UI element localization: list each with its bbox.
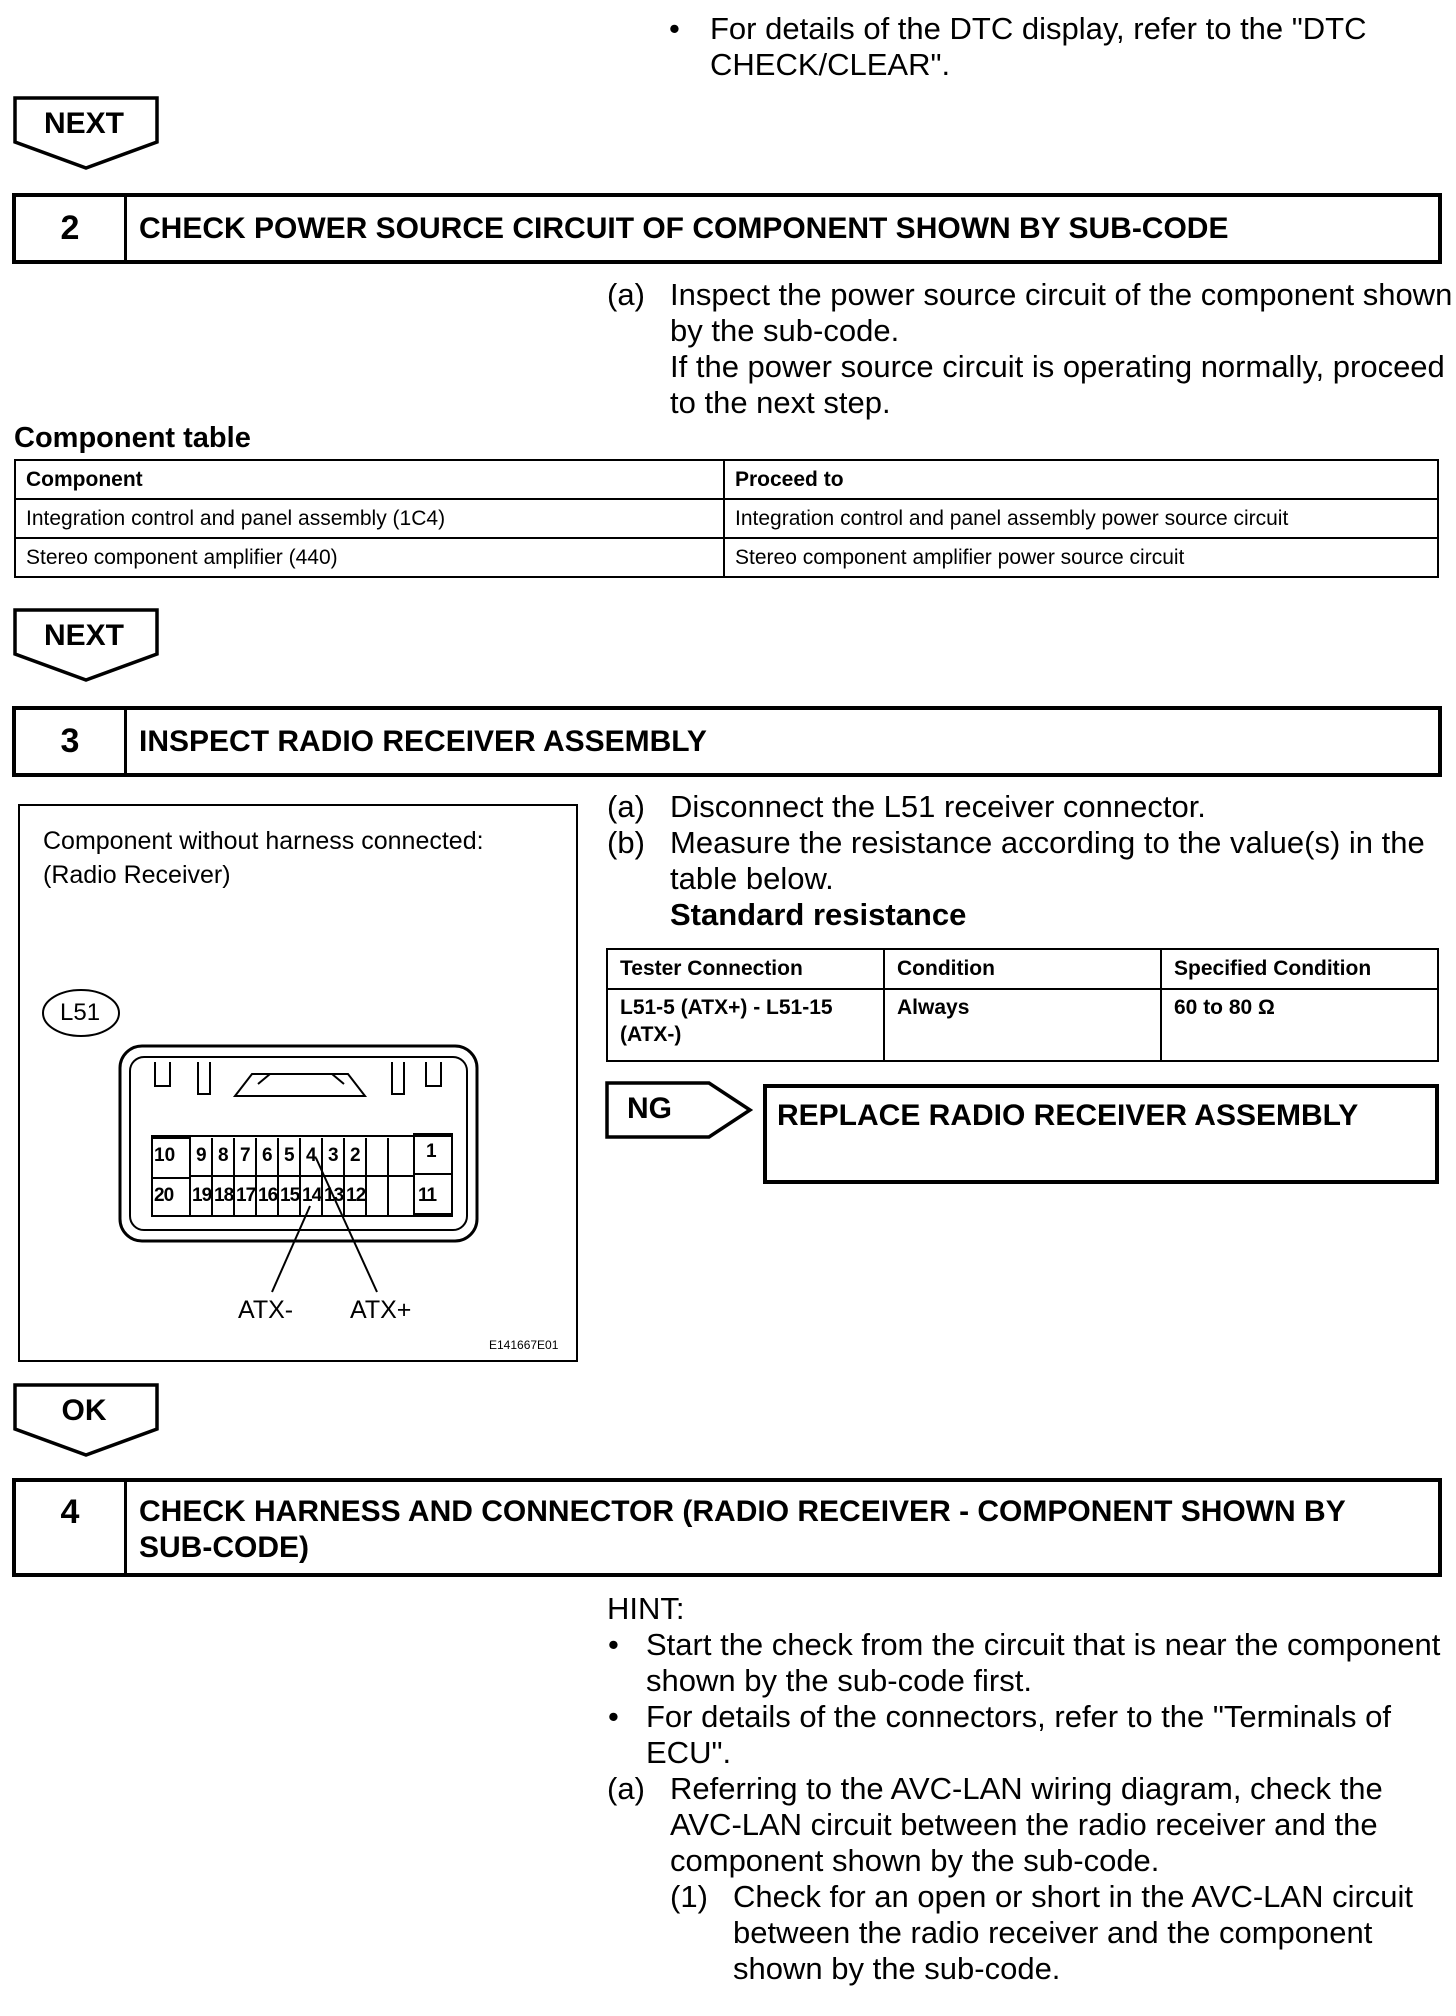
table-cell: 60 to 80 Ω [1161, 989, 1438, 1061]
instruction-marker: (a) [607, 789, 645, 824]
instruction-line: to the next step. [670, 385, 891, 420]
instruction-line: If the power source circuit is operating normally, proceed [670, 349, 1445, 384]
ng-button[interactable] [605, 1081, 753, 1144]
resistance-table [606, 948, 1439, 1062]
next-button[interactable] [13, 608, 159, 682]
table-row [15, 499, 1438, 538]
table-header-row [607, 949, 1438, 989]
step-title [127, 1482, 1438, 1573]
next-label: NEXT [43, 107, 124, 140]
table-header-cell: Tester Connection [607, 949, 884, 989]
ng-label: NG [627, 1092, 672, 1125]
next-label: NEXT [43, 619, 124, 652]
instruction-marker: (b) [607, 825, 645, 860]
step-number: 2 [16, 197, 127, 260]
connector-id: L51 [60, 999, 101, 1026]
instruction-line: Measure the resistance according to the value(s) in the [670, 825, 1425, 860]
table-row [15, 538, 1438, 577]
table-cell: Stereo component amplifier (440) [15, 538, 724, 577]
table-header-cell: Component [15, 460, 724, 499]
sub-instruction-line: between the radio receiver and the component [733, 1915, 1373, 1950]
sub-instruction-line: shown by the sub-code. [733, 1951, 1061, 1986]
intro-text-line2: CHECK/CLEAR". [710, 47, 951, 82]
step-title-line: SUB-CODE) [139, 1531, 309, 1564]
step-number: 3 [16, 710, 127, 773]
instruction-line: Inspect the power source circuit of the component shown [670, 277, 1453, 312]
instruction-marker: (a) [607, 277, 645, 312]
instruction-line: Disconnect the L51 receiver connector. [670, 789, 1206, 824]
table-cell [607, 989, 884, 1061]
standard-label: Standard resistance [670, 897, 967, 932]
intro-text-line1: For details of the DTC display, refer to the "DTC [710, 11, 1367, 46]
step-4-header [12, 1478, 1442, 1577]
table-header-cell: Condition [884, 949, 1161, 989]
pin-label: 12 [346, 1185, 366, 1206]
table-header-cell: Proceed to [724, 460, 1438, 499]
figure-code: E141667E01 [489, 1338, 559, 1352]
hint-line: Start the check from the circuit that is near the component [646, 1627, 1441, 1662]
pin-label: 9 [196, 1145, 207, 1166]
pin-label: 2 [350, 1145, 361, 1166]
pin-label: 3 [328, 1145, 339, 1166]
table-cell: Integration control and panel assembly (1C4) [15, 499, 724, 538]
sub-instruction-marker: (1) [670, 1879, 708, 1914]
pin-label: 8 [218, 1145, 229, 1166]
bullet-marker: • [608, 1699, 619, 1734]
instruction-line: AVC-LAN circuit between the radio receiver and the [670, 1807, 1378, 1842]
atx-minus-label: ATX- [238, 1296, 294, 1324]
pin-label: 7 [240, 1145, 251, 1166]
instruction-line: table below. [670, 861, 834, 896]
step-2-header [12, 193, 1442, 264]
table-caption: Component table [14, 422, 251, 454]
step-3-header [12, 706, 1442, 777]
pin-label: 5 [284, 1145, 295, 1166]
sub-instruction-line: Check for an open or short in the AVC-LAN circuit [733, 1879, 1414, 1914]
connector-figure [18, 804, 578, 1362]
instruction-line: component shown by the sub-code. [670, 1843, 1160, 1878]
step-title: CHECK POWER SOURCE CIRCUIT OF COMPONENT SHOWN BY SUB-CODE [139, 212, 1229, 245]
hint-line: shown by the sub-code first. [646, 1663, 1032, 1698]
next-button[interactable] [13, 96, 159, 170]
hint-line: For details of the connectors, refer to the "Terminals of [646, 1699, 1392, 1734]
table-header-cell: Specified Condition [1161, 949, 1438, 989]
table-cell: Integration control and panel assembly power source circuit [724, 499, 1438, 538]
connection-line: L51-5 (ATX+) - L51-15 [620, 996, 833, 1019]
table-cell: Stereo component amplifier power source circuit [724, 538, 1438, 577]
pin-label: 18 [214, 1185, 234, 1206]
pin-label: 1 [426, 1141, 437, 1162]
pin-label: 4 [306, 1145, 317, 1166]
pin-label: 6 [262, 1145, 273, 1166]
hint-line: ECU". [646, 1735, 732, 1770]
pin-label: 14 [302, 1185, 322, 1206]
table-header-row [15, 460, 1438, 499]
step-number: 4 [16, 1482, 127, 1573]
figure-caption: (Radio Receiver) [43, 861, 231, 889]
ok-button[interactable] [13, 1383, 159, 1457]
component-table [14, 459, 1439, 578]
figure-caption: Component without harness connected: [43, 827, 484, 855]
table-cell: Always [884, 989, 1161, 1061]
ok-label: OK [61, 1394, 107, 1427]
step-title: INSPECT RADIO RECEIVER ASSEMBLY [139, 725, 707, 758]
ng-action-text: REPLACE RADIO RECEIVER ASSEMBLY [777, 1099, 1359, 1132]
bullet-marker: • [669, 11, 680, 46]
pin-label: 10 [154, 1145, 176, 1166]
instruction-marker: (a) [607, 1771, 645, 1806]
pin-label: 20 [154, 1185, 174, 1206]
connector-diagram [20, 806, 576, 1360]
pin-label: 15 [280, 1185, 300, 1206]
pin-label: 19 [192, 1185, 212, 1206]
pin-label: 17 [236, 1185, 256, 1206]
atx-plus-label: ATX+ [350, 1296, 412, 1324]
hint-label: HINT: [607, 1591, 685, 1626]
ng-action-box [763, 1084, 1439, 1184]
instruction-line: Referring to the AVC-LAN wiring diagram, check the [670, 1771, 1383, 1806]
bullet-marker: • [608, 1627, 619, 1662]
pin-label: 11 [418, 1185, 437, 1206]
pin-label: 16 [258, 1185, 278, 1206]
instruction-line: by the sub-code. [670, 313, 900, 348]
step-title-line: CHECK HARNESS AND CONNECTOR (RADIO RECEIVER - COMPONENT SHOWN BY [139, 1495, 1346, 1528]
table-row [607, 989, 1438, 1061]
pin-label: 13 [324, 1185, 344, 1206]
connection-line: (ATX-) [620, 1023, 682, 1046]
